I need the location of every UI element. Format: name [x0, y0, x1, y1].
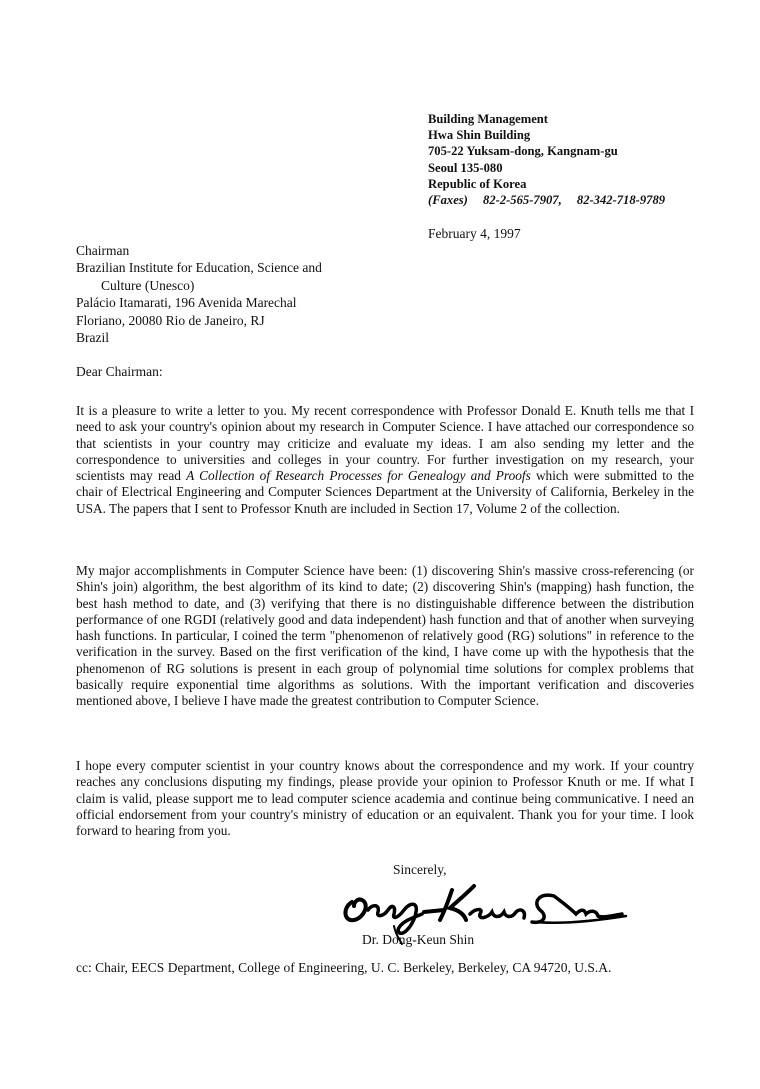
sender-line: Building Management: [428, 112, 549, 126]
body-paragraph-2: My major accomplishments in Computer Science have been: (1) discovering Shin's massive cross-referencing (or Shin's join) algorithm, the best algorithm of its kind to date; (2) discovering Shin's (mapping) hash function, the best hash method to date, and (3) verifying that there is no distinguishable difference between the distribution performance of one RGDI (relatively good and data independent) hash function and that of another when surveying hash functions. In particular, I coined the term "phenomenon of relatively good (RG) solutions" in reference to the verification in the survey. Based on the first verification of the kind, I have come up with the hypothesis that the phenomenon of RG solutions is present in each group of polynomial time solutions for complex problems that basically require exponential time algorithms as solutions. With the important verification and discoveries mentioned above, I believe I have made the greatest contribution to Computer Science.: [76, 563, 694, 709]
paragraph-1-text: It is a pleasure to write a letter to you. My recent correspondence with Professor Donald E. Knuth tells me that I need to ask your country's opinion about my research in Computer Science. I have attached our correspondence so that scientists in your country may criticize and evaluate my ideas. I am also sending my letter and the correspondence to universities and colleges in your country. For further investigation on my research, your scientists may read: [76, 403, 694, 484]
sender-address: [428, 111, 677, 208]
collection-title: A Collection of Research Processes for Genealogy and Proofs: [186, 468, 531, 484]
recipient-line: Palácio Itamarati, 196 Avenida Marechal: [76, 295, 297, 311]
fax-number-1: 82-2-565-7907,: [483, 193, 562, 208]
paragraph-1-text-end: which were submitted to the chair of Electrical Engineering and Computer Sciences Department at the University of California, Berkeley in the USA. The papers that I sent to Professor Knuth are included in Section 17, Volume 2 of the collection.: [76, 468, 694, 516]
closing: Sincerely,: [393, 862, 447, 877]
recipient-line: Chairman: [76, 243, 130, 258]
recipient-line: Floriano, 20080 Rio de Janeiro, RJ: [76, 312, 265, 328]
fax-number-2: 82-342-718-9789: [576, 193, 666, 208]
letter-date: February 4, 1997: [428, 226, 521, 241]
recipient-line: Brazilian Institute for Education, Science and: [76, 260, 322, 276]
sender-fax-line: [428, 192, 677, 208]
salutation: Dear Chairman:: [76, 364, 163, 379]
sender-line: 705-22 Yuksam-dong, Kangnam-gu: [428, 144, 618, 159]
recipient-line: Culture (Unesco): [101, 277, 195, 293]
cc-line: cc: Chair, EECS Department, College of Engineering, U. C. Berkeley, Berkeley, CA 94720, U.S.A.: [76, 960, 612, 975]
recipient-line: Brazil: [76, 330, 109, 346]
recipient-address: [76, 242, 322, 346]
body-paragraph-3: I hope every computer scientist in your country knows about the correspondence and my work. If your country reaches any conclusions disputing my findings, please provide your opinion to Professor Knuth or me. If what I claim is valid, please support me to lead computer science academia and continue being communicative. I need an official endorsement from your country's ministry of education or an equivalent. Thank you for your time. I look forward to hearing from you.: [76, 758, 694, 839]
body-paragraph-1: [76, 403, 694, 517]
sender-line: Hwa Shin Building: [428, 128, 531, 143]
fax-label: (Faxes): [428, 193, 468, 208]
signer-name: Dr. Dong-Keun Shin: [362, 932, 475, 947]
sender-line: Republic of Korea: [428, 176, 527, 191]
sender-line: Seoul 135-080: [428, 160, 503, 175]
